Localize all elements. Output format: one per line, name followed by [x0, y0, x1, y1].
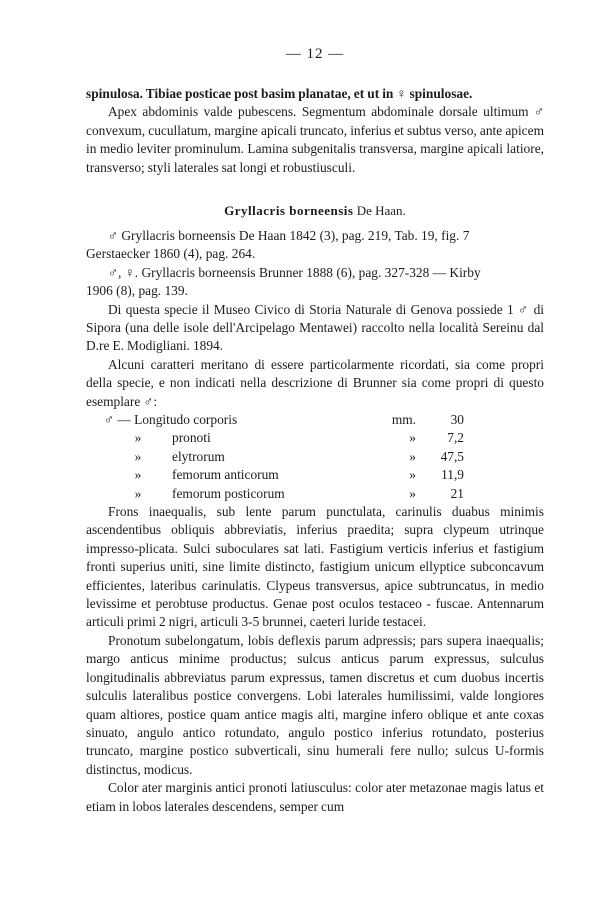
measurement-unit: mm. [391, 412, 416, 428]
species-name: Gryllacris borneensis [224, 203, 354, 219]
measurement-label: femorum anticorum [172, 467, 279, 483]
measurement-value: 11,9 [441, 467, 464, 483]
ditto-mark: » [409, 467, 416, 483]
measurement-row [86, 485, 544, 503]
paragraph-color: Color ater marginis antici pronoti latiusculus: color ater metazonae magis latus et etiam in lobos laterales descendens, semper cum [86, 780, 544, 814]
ditto-mark: » [409, 448, 416, 464]
ditto-mark: » [409, 430, 416, 446]
ditto-mark: » [134, 430, 142, 446]
measurement-row [86, 411, 544, 429]
ditto-mark: » [134, 485, 142, 501]
measurement-row [86, 448, 544, 466]
paragraph-specimen: Di questa specie il Museo Civico di Storia Naturale di Genova possiede 1 ♂ di Sipora (una delle isole dell'Arcipelago Mentawei) raccolto nella località Sereinu dal D.re E. Modigliani. 1894. [86, 301, 544, 354]
citation-1-line-1: ♂ Gryllacris borneensis De Haan 1842 (3), pag. 219, Tab. 19, fig. 7 [108, 228, 470, 244]
paragraph-abdomen: Apex abdominis valde pubescens. Segmentum abdominale dorsale ultimum ♂ convexum, cucullatum, margine apicali truncato, inferius et subtus verso, ante apicem in medio leviter prominulum. Lamina subgenitalis transversa, margine apicali latiore, transverso; styli laterales sat longi et robustiusculi. [86, 104, 544, 175]
species-author: De Haan. [356, 203, 406, 219]
ditto-mark: » [409, 485, 416, 501]
paragraph-tibiae: spinulosa. Tibiae posticae post basim planatae, et ut in ♀ spinulosae. [86, 86, 473, 101]
measurement-label: pronoti [172, 430, 211, 446]
citation-2-line-1: ♂, ♀. Gryllacris borneensis Brunner 1888 (6), pag. 327-328 — Kirby [108, 264, 481, 280]
paragraph-frons: Frons inaequalis, sub lente parum punctulata, carinulis duabus minimis ascendentibus obliquis abbreviatis, inferius praedita; supra clypeum utrinque impresso-plicata. Sulci suboculares sat lati. Fastigium verticis inferius et fastigium fronti superius uniti, sine limite distincto, fastigium unicum ellyptice subconcavum efficientes, lateribus carinulatis. Clypeus transversus, apice subtruncatus, in medio levissime et perobtuse productus. Genae post oculos testaceo - fuscae. Antennarum articuli primi 2 nigri, articuli 3-5 brunnei, caeteri luride testacei. [86, 504, 544, 630]
ditto-mark: » [134, 448, 142, 464]
citation-2-line-2: 1906 (8), pag. 139. [86, 283, 188, 299]
measurement-value: 7,2 [447, 430, 464, 446]
measurement-label: elytrorum [172, 448, 225, 464]
measurement-row [86, 466, 544, 484]
ditto-mark: » [134, 467, 142, 483]
measurements-table [86, 411, 544, 503]
citation-1 [86, 227, 544, 264]
measurement-label: Longitudo corporis [134, 412, 238, 428]
measurement-value: 47,5 [440, 448, 464, 464]
citation-1-line-2: Gerstaecker 1860 (4), pag. 264. [86, 246, 256, 262]
page-number: — 12 — [285, 46, 345, 62]
paragraph-pronotum: Pronotum subelongatum, lobis deflexis parum adpressis; pars supera inaequalis; margo anticus minime productus; sulcus anticus parum expressus, sulculus longitudinalis abbreviatus parum expressus, tamen discretus et cum duobus incertis sulculis lateralibus postice convergens. Lobi laterales humilissimi, valde longiores quam altiores, postice quam antice magis alti, margine infero oblique et ante coxas sinuato, angulo antico rotundato, angulo postico inferius rotundato, posterius truncato, margine postico subverticali, sinu humerali fere nullo; sulcus U-formis distinctus, modicus. [86, 632, 544, 777]
sex-symbol: ♂ — [104, 412, 135, 428]
species-heading [86, 203, 544, 219]
measurement-value: 21 [450, 485, 464, 501]
citation-2 [86, 264, 544, 301]
measurement-value: 30 [450, 412, 464, 428]
paragraph-characters: Alcuni caratteri meritano di essere particolarmente ricordati, sia come propri della specie, e non indicati nella descrizione di Brunner sia come propri di questo esemplare ♂: [86, 356, 544, 409]
measurement-row [86, 429, 544, 447]
measurement-label: femorum posticorum [172, 485, 285, 501]
